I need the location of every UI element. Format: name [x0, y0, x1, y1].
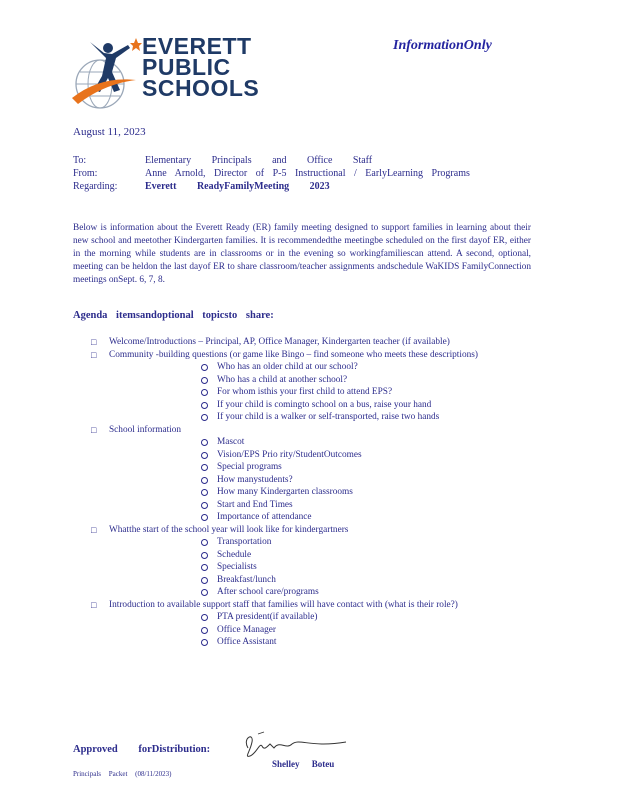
agenda-item: [73, 424, 531, 524]
agenda-item: [73, 349, 531, 424]
agenda-heading: Agenda itemsandoptional topicsto share:: [73, 310, 274, 321]
memo-from-label: From:: [73, 168, 98, 179]
agenda-subitem: [199, 374, 531, 387]
memo-regarding-label: Regarding:: [73, 181, 118, 192]
agenda-subitem: [199, 499, 531, 512]
page-footer: Principals Packet (08/11/2023): [73, 770, 172, 778]
agenda-subitem-text: Who has a child at another school?: [217, 374, 348, 385]
circle-bullet-icon: [201, 502, 208, 509]
agenda-subitems: [109, 361, 531, 424]
agenda-item-text: Whatthe start of the school year will look like for kindergartners: [109, 524, 349, 535]
agenda-subitem-text: If your child is comingto school on a bus, raise your hand: [217, 399, 432, 410]
circle-bullet-icon: [201, 464, 208, 471]
district-logo: [70, 33, 260, 112]
circle-bullet-icon: [201, 614, 208, 621]
circle-bullet-icon: [201, 639, 208, 646]
agenda-subitem-text: Importance of attendance: [217, 512, 312, 522]
agenda-item: [73, 599, 531, 649]
agenda-subitem: [199, 449, 531, 462]
memo-to-label: To:: [73, 155, 87, 166]
agenda-subitem-text: Mascot: [217, 437, 245, 447]
circle-bullet-icon: [201, 452, 208, 459]
approved-label: Approved forDistribution:: [73, 744, 211, 755]
agenda-subitem-text: How many Kindergarten classrooms: [217, 487, 353, 497]
circle-bullet-icon: [201, 552, 208, 559]
circle-bullet-icon: [201, 402, 208, 409]
agenda-subitem: [199, 511, 531, 524]
bullet-icon: □: [91, 599, 97, 610]
agenda-item-text: Welcome/Introductions – Principal, AP, Office Manager, Kindergarten teacher (if available): [109, 337, 450, 347]
bullet-icon: □: [91, 424, 97, 435]
bullet-icon: □: [91, 349, 97, 360]
logo-line-2: PUBLIC: [142, 54, 231, 80]
agenda-subitem: [199, 386, 531, 399]
circle-bullet-icon: [201, 514, 208, 521]
agenda-subitem: [199, 574, 531, 587]
memo-from-row: [73, 167, 470, 180]
circle-bullet-icon: [201, 489, 208, 496]
circle-bullet-icon: [201, 589, 208, 596]
agenda-subitem: [199, 411, 531, 424]
agenda-subitem: [199, 486, 531, 499]
agenda-subitems: [109, 436, 531, 524]
information-only-note: InformationOnly: [393, 38, 492, 53]
agenda-subitems: [109, 536, 531, 599]
circle-bullet-icon: [201, 477, 208, 484]
bullet-icon: □: [91, 337, 97, 347]
circle-bullet-icon: [201, 627, 208, 634]
agenda-subitem-text: Vision/EPS Prio rity/StudentOutcomes: [217, 449, 362, 460]
agenda-subitem: [199, 361, 531, 374]
agenda-subitems: [109, 611, 531, 649]
agenda-subitem: [199, 586, 531, 599]
agenda-subitem: [199, 561, 531, 574]
logo-emblem-icon: [70, 36, 142, 112]
agenda-subitem: [199, 624, 531, 637]
agenda-subitem-text: Office Assistant: [217, 637, 277, 647]
logo-line-1: EVERETT: [142, 33, 252, 59]
agenda-subitem-text: If your child is a walker or self-transported, raise two hands: [217, 412, 440, 422]
circle-bullet-icon: [201, 539, 208, 546]
agenda-subitem-text: Start and End Times: [217, 499, 293, 510]
signer-name: Shelley Boteu: [272, 759, 335, 769]
agenda-subitem-text: PTA president(if available): [217, 612, 318, 622]
signature-image: [240, 728, 350, 762]
memo-header: [73, 154, 470, 193]
agenda-subitem-text: After school care/programs: [217, 587, 319, 597]
agenda-subitem: [199, 399, 531, 412]
circle-bullet-icon: [201, 364, 208, 371]
agenda-subitem-text: How manystudents?: [217, 474, 293, 485]
logo-wordmark: [142, 33, 260, 101]
agenda-subitem: [199, 549, 531, 562]
circle-bullet-icon: [201, 439, 208, 446]
agenda-subitem-text: Breakfast/lunch: [217, 574, 276, 585]
memo-regarding-value: Everett ReadyFamilyMeeting 2023: [145, 181, 330, 192]
agenda-subitem-text: Special programs: [217, 462, 282, 472]
memo-regarding-row: [73, 180, 470, 193]
agenda-subitem: [199, 611, 531, 624]
agenda-subitem: [199, 461, 531, 474]
memo-to-row: [73, 154, 470, 167]
circle-bullet-icon: [201, 389, 208, 396]
agenda-subitem-text: Specialists: [217, 562, 257, 572]
circle-bullet-icon: [201, 577, 208, 584]
agenda-subitem-text: Transportation: [217, 537, 272, 547]
agenda-item-text: School information: [109, 424, 182, 435]
agenda-item: [73, 336, 531, 349]
agenda-subitem: [199, 436, 531, 449]
agenda-item-text: Introduction to available support staff that families will have contact with (what is their role?): [109, 599, 458, 610]
agenda-subitem: [199, 474, 531, 487]
intro-paragraph: Below is information about the Everett Ready (ER) family meeting designed to support families in learning about their new school and meetother Kindergarten families. It is recommendedthe meetingbe scheduled on the first dayof ER, either in the morning while students are in classrooms or in the evening so workingfamiliescan attend. A second, optional, meeting can be heldon the last dayof ER to share classroom/teacher assignments andschedule WaKIDS FamilyConnection meetings onSept. 6, 7, 8.: [73, 223, 531, 285]
agenda-item: [73, 524, 531, 599]
memo-date: August 11, 2023: [73, 126, 146, 138]
agenda-subitem-text: Office Manager: [217, 624, 276, 635]
circle-bullet-icon: [201, 414, 208, 421]
memo-to-value: Elementary Principals and Office Staff: [145, 155, 373, 166]
agenda-subitem-text: For whom isthis your first child to attend EPS?: [217, 387, 393, 397]
logo-line-3: SCHOOLS: [142, 75, 260, 101]
circle-bullet-icon: [201, 564, 208, 571]
memo-from-value: Anne Arnold, Director of P-5 Instructional / EarlyLearning Programs: [145, 168, 470, 179]
circle-bullet-icon: [201, 377, 208, 384]
agenda-subitem: [199, 536, 531, 549]
agenda-subitem-text: Schedule: [217, 549, 252, 560]
agenda-subitem: [199, 636, 531, 649]
agenda-subitem-text: Who has an older child at our school?: [217, 362, 358, 372]
agenda-list: [73, 336, 531, 649]
agenda-item-text: Community -building questions (or game like Bingo – find someone who meets these descriptions): [109, 349, 478, 360]
bullet-icon: □: [91, 524, 97, 535]
